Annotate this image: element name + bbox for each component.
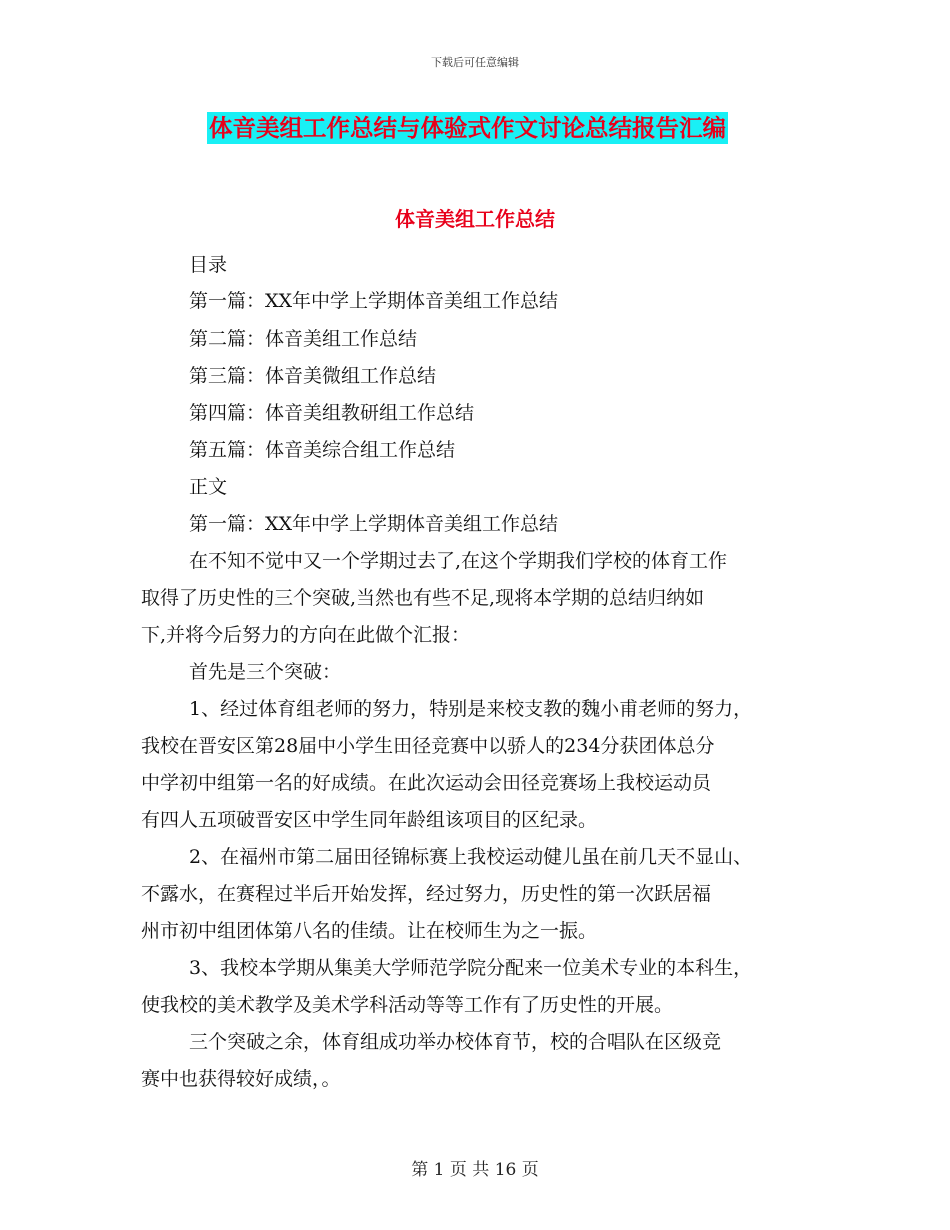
toc-heading: 目录 (189, 254, 228, 276)
paragraph-line: 在不知不觉中又一个学期过去了,在这个学期我们学校的体育工作 (189, 550, 728, 572)
paragraph-line: 1、经过体育组老师的努力，特别是来校支教的魏小甫老师的努力， (189, 698, 753, 720)
paragraph-line: 三个突破之余，体育组成功举办校体育节，校的合唱队在区级竞 (189, 1031, 722, 1053)
paragraph-line: 下,并将今后努力的方向在此做个汇报： (141, 624, 471, 646)
paragraph-line: 中学初中组第一名的好成绩。在此次运动会田径竞赛场上我校运动员 (141, 772, 712, 794)
paragraph-line: 2、在福州市第二届田径锦标赛上我校运动健儿虽在前几天不显山、 (189, 846, 753, 868)
paragraph-line: 不露水，在赛程过半后开始发挥，经过努力，历史性的第一次跃居福 (141, 883, 712, 905)
toc-item: 第一篇：XX年中学上学期体音美组工作总结 (189, 290, 559, 312)
page-footer: 第 1 页 共 16 页 (411, 1160, 539, 1180)
paragraph-line: 取得了历史性的三个突破,当然也有些不足,现将本学期的总结归纳如 (141, 587, 705, 609)
body-heading: 正文 (189, 476, 228, 498)
header-note: 下载后可任意编辑 (431, 56, 519, 69)
toc-item: 第五篇：体音美综合组工作总结 (189, 439, 456, 461)
chapter-title: 第一篇：XX年中学上学期体音美组工作总结 (189, 513, 559, 535)
paragraph-line: 我校在晋安区第28届中小学生田径竞赛中以骄人的234分获团体总分 (141, 735, 715, 757)
toc-item: 第三篇：体音美微组工作总结 (189, 365, 437, 387)
document-title: 体音美组工作总结与体验式作文讨论总结报告汇编 (209, 114, 726, 142)
toc-item: 第二篇：体音美组工作总结 (189, 328, 418, 350)
paragraph-line: 3、我校本学期从集美大学师范学院分配来一位美术专业的本科生， (189, 957, 753, 979)
section-title: 体音美组工作总结 (395, 207, 555, 231)
paragraph-line: 州市初中组团体第八名的佳绩。让在校师生为之一振。 (141, 920, 598, 942)
toc-item: 第四篇：体音美组教研组工作总结 (189, 402, 475, 424)
paragraph-line: 首先是三个突破： (189, 661, 342, 683)
paragraph-line: 赛中也获得较好成绩，。 (141, 1068, 341, 1090)
paragraph-line: 有四人五项破晋安区中学生同年龄组该项目的区纪录。 (141, 809, 598, 831)
paragraph-line: 使我校的美术教学及美术学科活动等等工作有了历史性的开展。 (141, 994, 674, 1016)
